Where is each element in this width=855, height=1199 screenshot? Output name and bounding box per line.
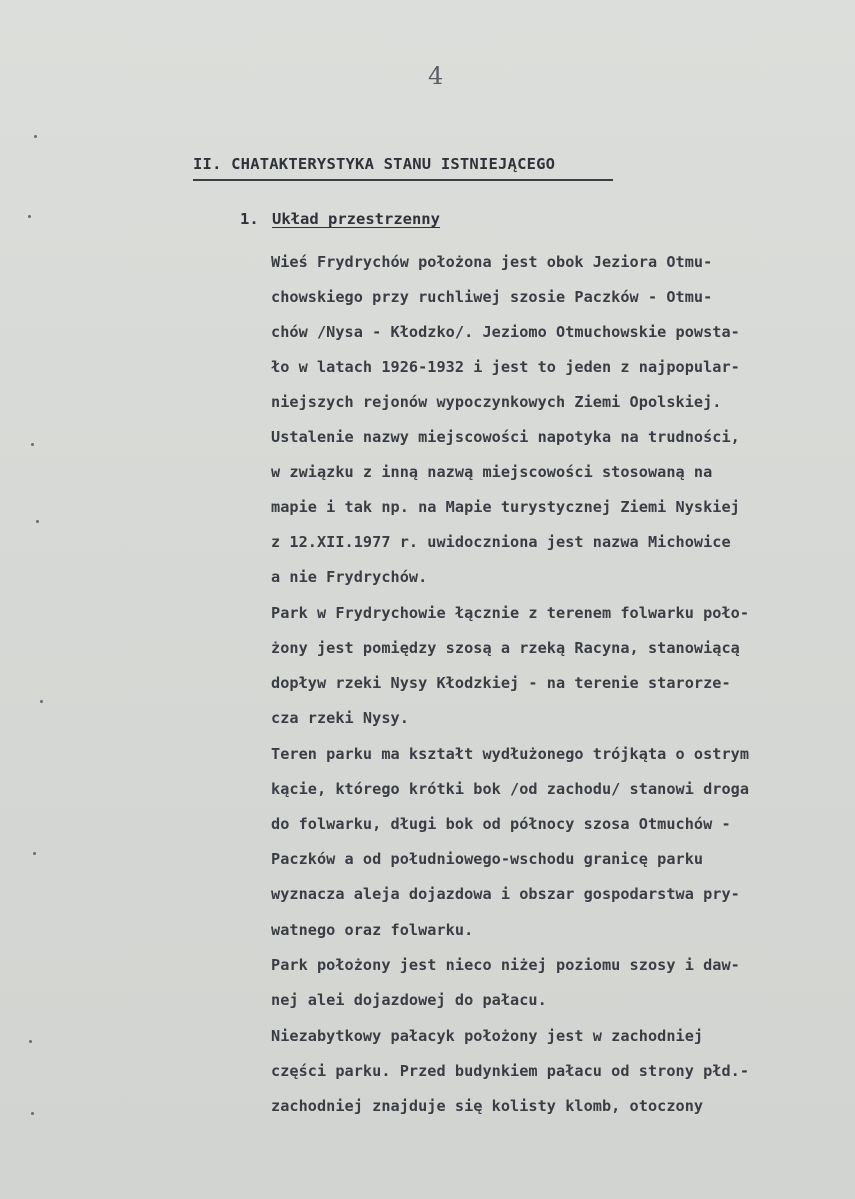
text-line: kącie, którego krótki bok /od zachodu/ stanowi droga <box>271 780 750 798</box>
margin-mark <box>29 1040 32 1043</box>
margin-mark <box>40 700 43 703</box>
margin-mark <box>36 520 39 523</box>
text-line: chowskiego przy ruchliwej szosie Paczków - Otmu- <box>271 288 713 306</box>
section-title: Układ przestrzenny <box>272 210 440 228</box>
text-line: watnego oraz folwarku. <box>271 921 474 939</box>
chapter-heading: II. CHATAKTERYSTYKA STANU ISTNIEJĄCEGO <box>193 155 556 173</box>
margin-mark <box>33 852 36 855</box>
text-line: Teren parku ma kształt wydłużonego trójkąta o ostrym <box>271 745 750 763</box>
text-line: wyznacza aleja dojazdowa i obszar gospodarstwa pry- <box>271 885 740 903</box>
text-line: do folwarku, długi bok od północy szosa Otmuchów - <box>271 815 731 833</box>
text-line: Park w Frydrychowie łącznie z terenem folwarku poło- <box>271 604 750 622</box>
page-number: 4 <box>428 62 444 90</box>
text-line: żony jest pomiędzy szosą a rzeką Racyna, stanowiącą <box>271 639 740 657</box>
margin-mark <box>31 1112 34 1115</box>
text-line: a nie Frydrychów. <box>271 568 428 586</box>
text-line: części parku. Przed budynkiem pałacu od strony płd.- <box>271 1062 750 1080</box>
text-line: Ustalenie nazwy miejscowości napotyka na trudności, <box>271 428 740 446</box>
text-line: Niezabytkowy pałacyk położony jest w zachodniej <box>271 1027 704 1045</box>
text-line: w związku z inną nazwą miejscowości stosowaną na <box>271 463 713 481</box>
text-line: dopływ rzeki Nysy Kłodzkiej - na terenie starorze- <box>271 674 731 692</box>
margin-mark <box>31 443 34 446</box>
text-line: cza rzeki Nysy. <box>271 709 409 727</box>
margin-mark <box>28 215 31 218</box>
text-line: niejszych rejonów wypoczynkowych Ziemi Opolskiej. <box>271 393 722 411</box>
text-line: zachodniej znajduje się kolisty klomb, otoczony <box>271 1097 704 1115</box>
heading-underline <box>193 179 613 181</box>
text-line: Park położony jest nieco niżej poziomu szosy i daw- <box>271 956 740 974</box>
text-line: ło w latach 1926-1932 i jest to jeden z najpopular- <box>271 358 740 376</box>
text-line: Wieś Frydrychów położona jest obok Jeziora Otmu- <box>271 253 713 271</box>
text-line: nej alei dojazdowej do pałacu. <box>271 991 547 1009</box>
section-number: 1. <box>240 210 259 228</box>
margin-mark <box>34 135 37 138</box>
text-line: mapie i tak np. na Mapie turystycznej Ziemi Nyskiej <box>271 498 740 516</box>
text-line: Paczków a od południowego-wschodu granicę parku <box>271 850 704 868</box>
text-line: chów /Nysa - Kłodzko/. Jeziomo Otmuchowskie powsta- <box>271 323 740 341</box>
text-line: z 12.XII.1977 r. uwidoczniona jest nazwa Michowice <box>271 533 731 551</box>
